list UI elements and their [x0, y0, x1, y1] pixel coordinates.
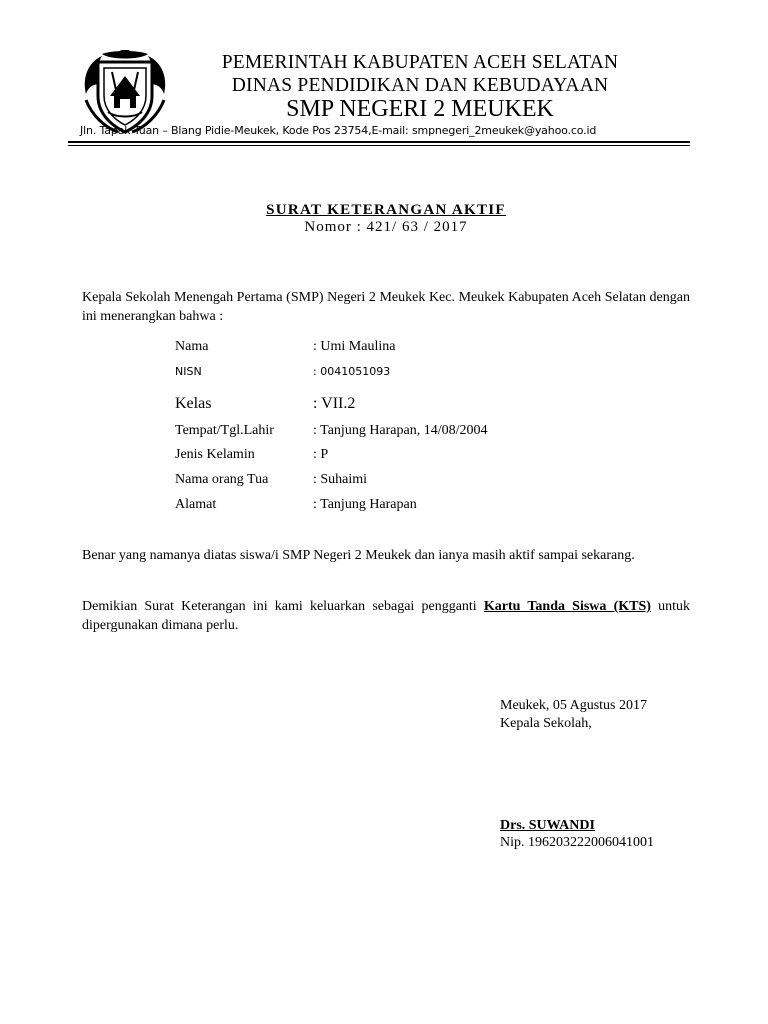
field-value-nama-orang-tua: : Suhaimi	[313, 472, 368, 487]
field-label-tempat-tgl-lahir: Tempat/Tgl.Lahir	[175, 423, 274, 438]
statement-paragraph: Benar yang namanya diatas siswa/i SMP Negeri 2 Meukek dan ianya masih aktif sampai sekarang.	[82, 548, 635, 563]
signature-position: Kepala Sekolah,	[500, 716, 592, 731]
school-name: SMP NEGERI 2 MEUKEK	[286, 96, 554, 122]
letter-title: SURAT KETERANGAN AKTIF	[266, 202, 506, 218]
department-header: DINAS PENDIDIKAN DAN KEBUDAYAAN	[231, 75, 609, 96]
kts-emphasis: Kartu Tanda Siswa (KTS)	[483, 599, 651, 614]
signature-place-date: Meukek, 05 Agustus 2017	[500, 698, 647, 713]
field-value-jenis-kelamin: : P	[313, 447, 329, 462]
closing-text-end: untuk dipergunakan dimana perlu.	[82, 599, 691, 633]
signature-nip: Nip. 196203222006041001	[500, 835, 654, 850]
closing-text-start: Demikian Surat Keterangan ini kami keluarkan sebagai pengganti	[82, 599, 484, 614]
field-value-nama: : Umi Maulina	[313, 339, 396, 354]
intro-paragraph: Kepala Sekolah Menengah Pertama (SMP) Negeri 2 Meukek Kec. Meukek Kabupaten Aceh Selatan dengan ini menerangkan bahwa :	[82, 290, 690, 324]
field-label-alamat: Alamat	[175, 497, 217, 512]
field-label-kelas: Kelas	[175, 395, 212, 412]
field-label-nama-orang-tua: Nama orang Tua	[175, 472, 269, 487]
field-label-nisn: NISN	[175, 365, 202, 378]
government-header: PEMERINTAH KABUPATEN ACEH SELATAN	[221, 52, 619, 73]
field-label-jenis-kelamin: Jenis Kelamin	[175, 447, 255, 462]
field-label-nama: Nama	[175, 339, 209, 354]
header-divider-thin	[68, 145, 690, 146]
field-value-kelas: : VII.2	[313, 395, 356, 412]
header-divider-thick	[68, 141, 690, 143]
field-value-alamat: : Tanjung Harapan	[313, 497, 417, 512]
signature-name: Drs. SUWANDI	[500, 818, 595, 833]
closing-paragraph	[82, 597, 690, 635]
field-value-nisn: : 0041051093	[313, 365, 391, 378]
letter-number: Nomor : 421/ 63 / 2017	[304, 219, 468, 235]
school-address: Jln. Tapak Tuan – Blang Pidie-Meukek, Kode Pos 23754,E-mail: smpnegeri_2meukek@yahoo.co.id	[80, 124, 597, 137]
field-value-tempat-tgl-lahir: : Tanjung Harapan, 14/08/2004	[313, 423, 488, 438]
